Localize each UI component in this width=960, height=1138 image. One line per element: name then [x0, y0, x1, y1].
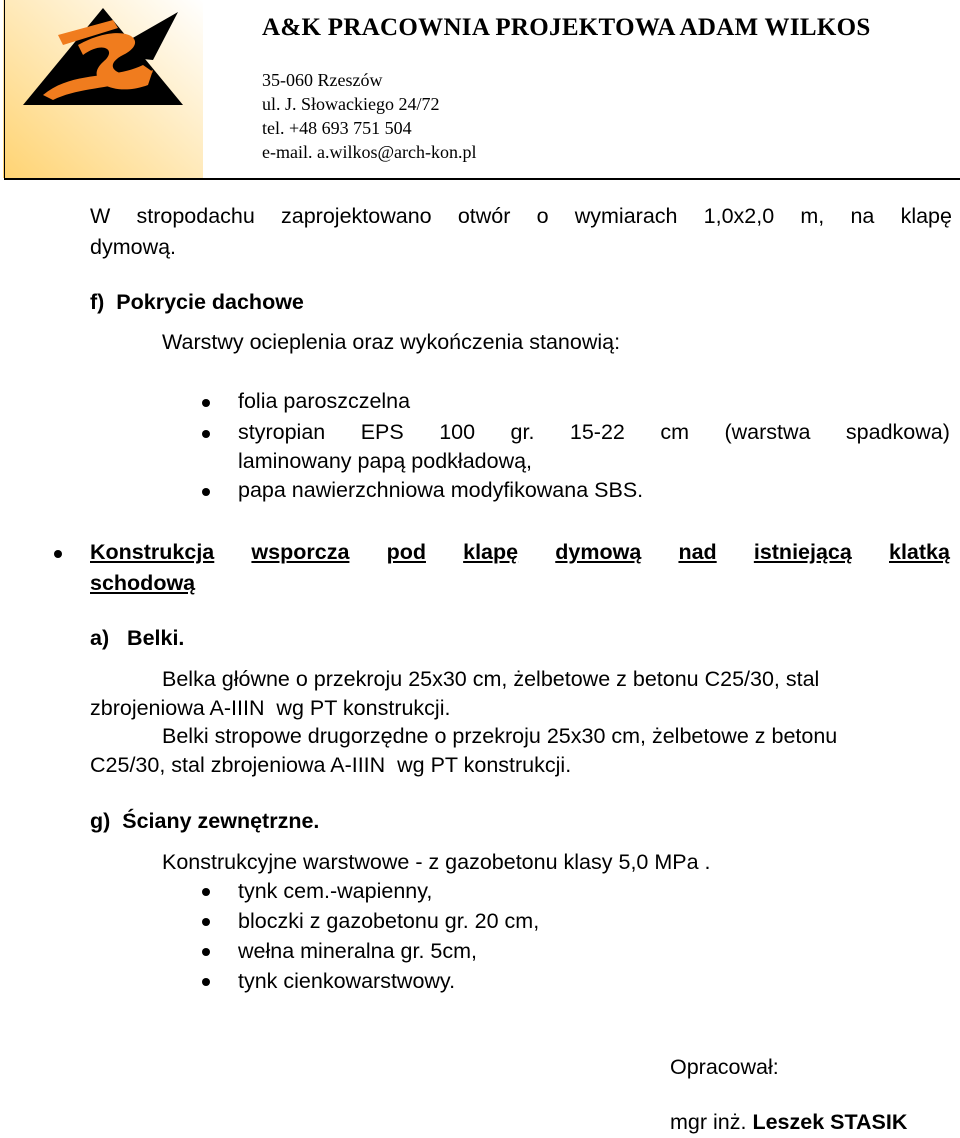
section-g-heading: g) Ściany zewnętrzne. [90, 809, 320, 833]
list-item: folia paroszczelna [238, 389, 411, 413]
list-item: tynk cem.-wapienny, [238, 879, 433, 903]
konstrukcja-heading-line-2: schodową [90, 571, 196, 595]
header-rule [4, 178, 960, 180]
section-g-lead: Konstrukcyjne warstwowe - z gazobetonu klasy 5,0 MPa . [162, 850, 711, 874]
section-a-p1-line-1: Belka główne o przekroju 25x30 cm, żelbetowe z betonu C25/30, stal [162, 667, 820, 691]
section-a-p1-line-2: zbrojeniowa A-IIIN wg PT konstrukcji. [90, 696, 451, 720]
company-street: ul. J. Słowackiego 24/72 [262, 94, 440, 114]
bullet-icon [202, 488, 210, 496]
section-f-lead: Warstwy ocieplenia oraz wykończenia stanowią: [162, 330, 621, 354]
signature-label: Opracował: [670, 1055, 779, 1079]
section-a-heading: a) Belki. [90, 626, 185, 650]
list-item: tynk cienkowarstwowy. [238, 969, 456, 993]
konstrukcja-heading-line-1: Konstrukcja wsporcza pod klapę dymową nad istniejącą klatką [90, 540, 950, 564]
bullet-icon [202, 978, 210, 986]
intro-line-2: dymową. [90, 235, 177, 259]
list-item: wełna mineralna gr. 5cm, [238, 939, 477, 963]
bullet-icon [202, 399, 210, 407]
signature-block [670, 1110, 907, 1135]
list-item: bloczki z gazobetonu gr. 20 cm, [238, 909, 540, 933]
bullet-icon [202, 888, 210, 896]
list-item: papa nawierzchniowa modyfikowana SBS. [238, 478, 644, 502]
company-name: A&K PRACOWNIA PROJEKTOWA ADAM WILKOS [262, 14, 871, 41]
bullet-icon [202, 948, 210, 956]
bullet-icon [202, 918, 210, 926]
intro-line-1: W stropodachu zaprojektowano otwór o wymiarach 1,0x2,0 m, na klapę [90, 204, 952, 228]
company-city: 35-060 Rzeszów [262, 70, 383, 90]
bullet-icon [202, 430, 210, 438]
list-item-continuation: laminowany papą podkładową, [238, 449, 533, 473]
section-a-p2-line-1: Belki stropowe drugorzędne o przekroju 25x30 cm, żelbetowe z betonu [162, 724, 838, 748]
list-item: styropian EPS 100 gr. 15-22 cm (warstwa spadkowa) [238, 420, 950, 444]
company-logo [3, 0, 251, 178]
bullet-icon [54, 550, 62, 558]
section-f-heading: f) Pokrycie dachowe [90, 290, 304, 314]
section-a-p2-line-2: C25/30, stal zbrojeniowa A-IIIN wg PT konstrukcji. [90, 753, 572, 777]
signature-name: Leszek STASIK [752, 1110, 908, 1134]
header-vertical-rule [4, 0, 5, 179]
company-email: e-mail. a.wilkos@arch-kon.pl [262, 142, 477, 162]
company-phone: tel. +48 693 751 504 [262, 118, 412, 138]
signature-title: mgr inż. [670, 1110, 747, 1134]
